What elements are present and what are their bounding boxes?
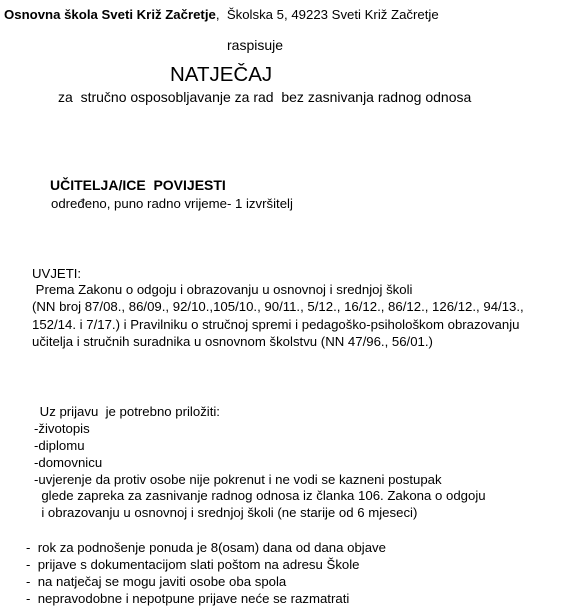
attachment-item: -životopis <box>34 421 90 436</box>
note-item: - nepravodobne i nepotpune prijave neće se razmatrati <box>26 591 350 606</box>
conditions-heading: UVJETI: <box>32 266 82 281</box>
note-item: - na natječaj se mogu javiti osobe oba spola <box>26 574 287 589</box>
position-name: UČITELJA/ICE POVIJESTI <box>50 177 226 193</box>
announcement-title: NATJEČAJ <box>170 63 273 86</box>
attachment-item: glede zapreka za zasnivanje radnog odnosa iz članka 106. Zakona o odgoju <box>34 488 486 503</box>
attachments-heading: Uz prijavu je potrebno priložiti: <box>36 404 220 419</box>
attachment-item: -diplomu <box>34 438 85 453</box>
position-details: određeno, puno radno vrijeme- 1 izvršitelj <box>51 196 293 211</box>
announcement-subtitle: za stručno osposobljavanje za rad bez zasnivanja radnog odnosa <box>58 89 472 105</box>
note-item: - prijave s dokumentacijom slati poštom na adresu Škole <box>26 557 360 572</box>
conditions-line: 152/14. i 7/17.) i Pravilniku o stručnoj spremi i pedagoško-psihološkom obrazovanju <box>32 317 520 332</box>
note-item: - rok za podnošenje ponuda je 8(osam) dana od dana objave <box>26 540 386 555</box>
attachment-item: i obrazovanju u osnovnoj i srednjoj školi (ne starije od 6 mjeseci) <box>34 505 418 520</box>
school-address: , Školska 5, 49223 Sveti Križ Začretje <box>215 7 439 22</box>
conditions-line: (NN broj 87/08., 86/09., 92/10.,105/10., 90/11., 5/12., 16/12., 86/12., 126/12., 94/13., <box>32 299 524 314</box>
header-line <box>4 7 439 23</box>
conditions-line: učitelja i stručnih suradnika u osnovnom školstvu (NN 47/96., 56/01.) <box>32 334 433 349</box>
conditions-line: Prema Zakonu o odgoju i obrazovanju u osnovnoj i srednjoj školi <box>32 282 413 297</box>
attachment-item: -domovnicu <box>34 455 103 470</box>
attachment-item: -uvjerenje da protiv osobe nije pokrenut i ne vodi se kazneni postupak <box>34 472 442 487</box>
raspisuje-label: raspisuje <box>227 37 284 53</box>
school-name: Osnovna škola Sveti Križ Začretje <box>4 7 216 22</box>
